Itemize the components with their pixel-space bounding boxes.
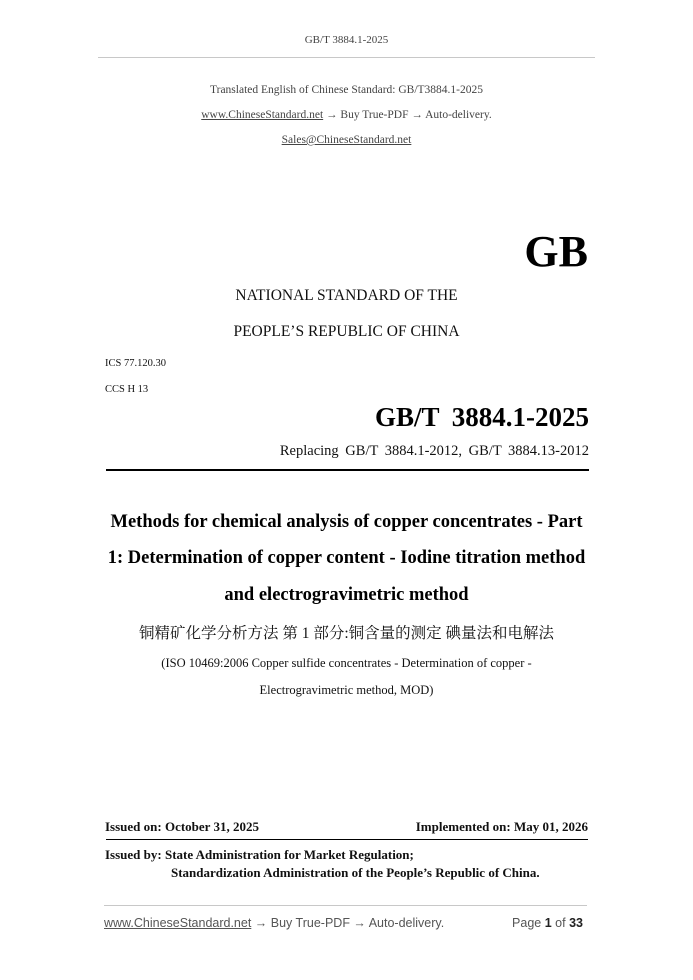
footer-site-link[interactable]: www.ChineseStandard.net [104, 916, 252, 930]
email-line [0, 134, 693, 146]
page-indicator [512, 916, 583, 930]
page-of: of [555, 916, 566, 930]
ics-code: ICS 77.120.30 [105, 358, 166, 369]
gb-logo: GB [524, 227, 588, 276]
page-total: 33 [569, 916, 583, 930]
title-line1: Methods for chemical analysis of copper concentrates - Part [110, 512, 583, 532]
promo-text: → Buy True-PDF → Auto-delivery. [326, 109, 492, 121]
page-label: Page [512, 916, 542, 930]
national-standard-line1: NATIONAL STANDARD OF THE [235, 287, 458, 304]
implemented-on-date: Implemented on: May 01, 2026 [415, 819, 588, 834]
issued-on-date: Issued on: October 31, 2025 [105, 819, 259, 834]
promo-line [0, 109, 693, 121]
issuer-divider [106, 839, 588, 840]
issued-by-line2: Standardization Administration of the People’s Republic of China. [171, 865, 540, 880]
iso-reference-line2: Electrogravimetric method, MOD) [259, 683, 434, 697]
header-divider [98, 57, 595, 58]
standard-number: GB/T 3884.1-2025 [374, 402, 589, 432]
email-link[interactable]: Sales@ChineseStandard.net [281, 134, 412, 146]
title-line2: 1: Determination of copper content - Iodine titration method [107, 548, 586, 568]
site-link[interactable]: www.ChineseStandard.net [201, 109, 324, 121]
footer-divider [104, 905, 587, 906]
running-header: GB/T 3884.1-2025 [304, 34, 389, 46]
title-divider [106, 469, 589, 471]
issued-by-line1: Issued by: State Administration for Market Regulation; [105, 847, 414, 862]
page-current: 1 [544, 916, 552, 930]
translation-notice: Translated English of Chinese Standard: GB/T3884.1-2025 [210, 84, 483, 96]
chinese-title: 铜精矿化学分析方法 第 1 部分:铜含量的测定 碘量法和电解法 [138, 625, 555, 642]
replacing-note: Replacing GB/T 3884.1-2012, GB/T 3884.13-2012 [279, 443, 589, 459]
footer-promo [104, 916, 444, 930]
ccs-code: CCS H 13 [105, 384, 149, 395]
iso-reference-line1: (ISO 10469:2006 Copper sulfide concentrates - Determination of copper - [161, 656, 532, 670]
title-line3: and electrogravimetric method [224, 585, 469, 605]
footer-promo-text: → Buy True-PDF → Auto-delivery. [254, 916, 445, 930]
national-standard-line2: PEOPLE’S REPUBLIC OF CHINA [233, 323, 460, 340]
